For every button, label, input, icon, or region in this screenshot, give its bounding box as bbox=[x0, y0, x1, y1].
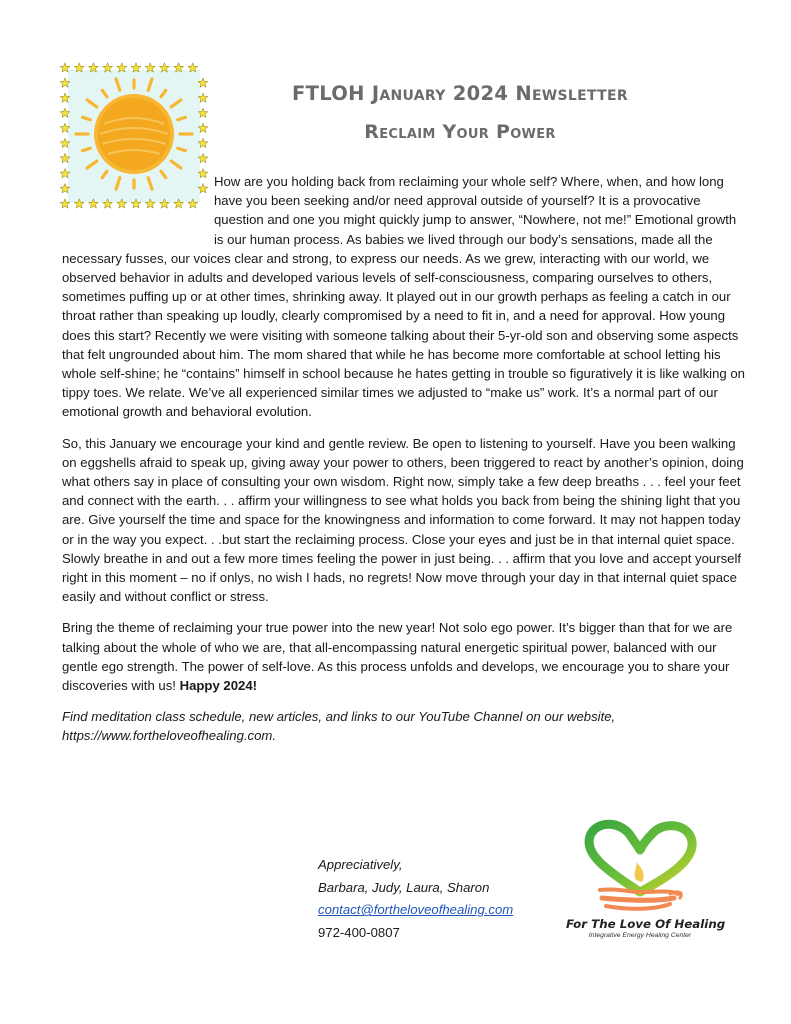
heart-hand-icon bbox=[566, 818, 714, 918]
contact-email-link[interactable]: contact@fortheloveofhealing.com bbox=[318, 902, 514, 918]
signature-closing: Appreciatively, bbox=[318, 857, 403, 872]
logo-name: For The Love Of Healing bbox=[566, 917, 726, 931]
happy-new-year: Happy 2024! bbox=[179, 678, 258, 694]
body-paragraph-2: So, this January we encourage your kind and gentle review. Be open to listening to yourself. Have you been walking on eggshells afraid to speak up, giving away your power to others, been triggered to react by another’s opinion, doing what others say in place of consulting your own wisdom. Right now, simply take a few deep breaths . . . feel your feet and connect with the earth. . . affirm your willingness to see what holds you back from being the shining light that you are. Give yourself the time and space for the knowingness and information to come forward. It may not happen today or in the way you expect. . .but start the reclaiming process. Close your eyes and just be in that internal quiet space. Slowly breathe in and out a few more times feeling the power in just being. . . affirm that you love and accept yourself right in this moment – no if onlys, no wish I hads, no regrets! Now move through your day in that internal quiet space easily and without conflict or stress. bbox=[62, 435, 744, 605]
contact-phone: 972-400-0807 bbox=[318, 924, 400, 940]
newsletter-subtitle: Reclaim Your Power bbox=[364, 121, 556, 143]
ftloh-logo bbox=[566, 818, 726, 952]
body-paragraph-1: How are you holding back from reclaiming your whole self? Where, when, and how long have you been seeking and/or need approval outside of yourself? It is a provocative question and one you might quickly jump to answer, “Nowhere, not me!” Emotional growth is our human process. As babies we lived through our body’s sensations, made all the necessary fusses, our voices clear and strong, to express our needs. As we grew, interacting with our world, we observed behavior in adults and developed various levels of self-consciousness, comparing ourselves to others, sometimes puffing up or at other times, shrinking away. It played out in our growth perhaps as feeling a catch in our throat rather than speaking up loudly, clearly compromised by a need to fit in, and a need for approval. How young does this start? Recently we were visiting with someone talking about their 5-yr-old son and observing some aspects that felt ungrounded about him. The mom shared that while he has become more comfortable at school letting his whole self-shine; he “contains” himself in school because he hates getting in trouble so figuratively it is like walking on tippy toes. We relate. We’ve all experienced similar times we adjusted to “make us” work. It’s a normal part of our emotional growth and behavioral evolution. bbox=[62, 174, 745, 420]
newsletter-body bbox=[62, 172, 747, 746]
newsletter-header bbox=[226, 82, 694, 144]
signature-names: Barbara, Judy, Laura, Sharon bbox=[318, 879, 490, 895]
body-paragraph-3 bbox=[62, 618, 747, 695]
logo-tagline: Integrative Energy Healing Center bbox=[588, 932, 692, 939]
website-cta: Find meditation class schedule, new articles, and links to our YouTube Channel on our website, https://www.fortheloveofhealing.com. bbox=[62, 709, 616, 744]
body-paragraph-3-text: Bring the theme of reclaiming your true power into the new year! Not solo ego power. It’s bigger than that for we are talking about the whole of who we are, that all-encompassing natural energetic spiritual power, balanced with our gentle ego strength. The power of self-love. As this process unfolds and develops, we encourage you to share your discoveries with us! bbox=[62, 620, 733, 694]
sun-wrap-spacer bbox=[62, 172, 214, 230]
newsletter-title: FTLOH January 2024 Newsletter bbox=[292, 82, 628, 105]
signature-block bbox=[318, 854, 578, 944]
